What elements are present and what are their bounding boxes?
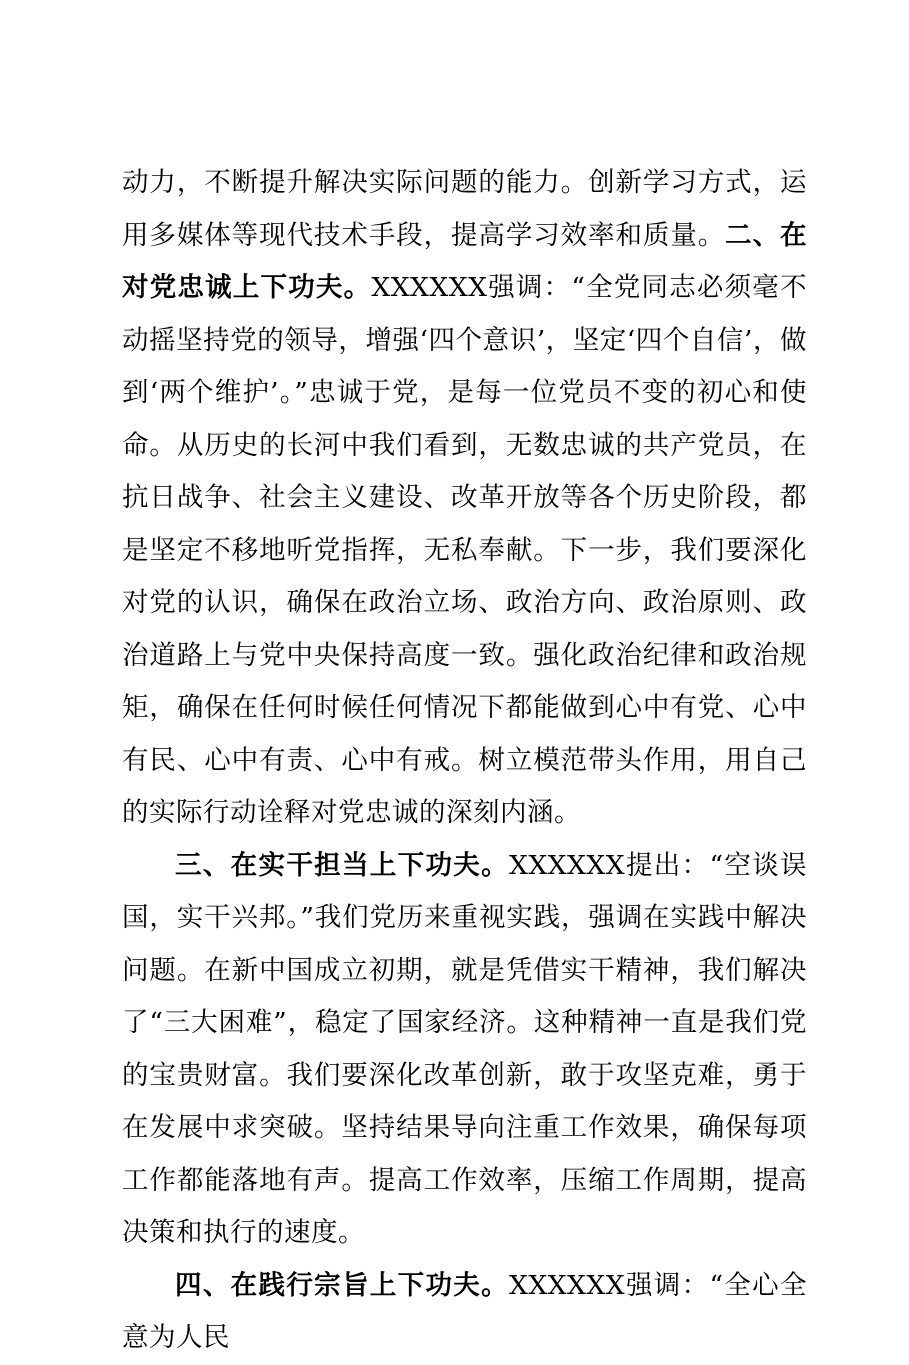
paragraph-2 (122, 840, 807, 1260)
paragraph-1 (122, 157, 807, 840)
section-heading-4: 四、在践行宗旨上下功夫。 (175, 1269, 509, 1301)
paragraph-1-text-a: 动力，不断提升解决实际问题的能力。创新学习方式，运用多媒体等现代技术手段，提高学习效率和质量。 (122, 167, 807, 251)
paragraph-3 (122, 1260, 807, 1365)
paragraph-2-text: XXXXXX提出：“空谈误国，实干兴邦。”我们党历来重视实践，强调在实践中解决问题。在新中国成立初期，就是凭借实干精神，我们解决了“三大困难”，稳定了国家经济。这种精神一直是我们党的宝贵财富。我们要深化改革创新，敢于攻坚克难，勇于在发展中求突破。坚持结果导向注重工作效果，确保每项工作都能落地有声。提高工作效率，压缩工作周期，提高决策和执行的速度。 (122, 849, 807, 1248)
paragraph-3-text: XXXXXX强调：“全心全意为人民 (122, 1269, 807, 1353)
section-heading-2: 二、在对党忠诚上下功夫。 (122, 219, 808, 303)
paragraph-1-text-b: XXXXXX强调：“全党同志必须毫不动摇坚持党的领导，增强‘四个意识’，坚定‘四个自信’，做到‘两个维护’。”忠诚于党，是每一位党员不变的初心和使命。从历史的长河中我们看到，无数忠诚的共产党员，在抗日战争、社会主义建设、改革开放等各个历史阶段，都是坚定不移地听党指挥，无私奉献。下一步，我们要深化对党的认识，确保在政治立场、政治方向、政治原则、政治道路上与党中央保持高度一致。强化政治纪律和政治规矩，确保在任何时候任何情况下都能做到心中有党、心中有民、心中有责、心中有戒。树立模范带头作用，用自己的实际行动诠释对党忠诚的深刻内涵。 (122, 272, 807, 828)
document-body (122, 157, 807, 1365)
section-heading-3: 三、在实干担当上下功夫。 (175, 849, 509, 881)
